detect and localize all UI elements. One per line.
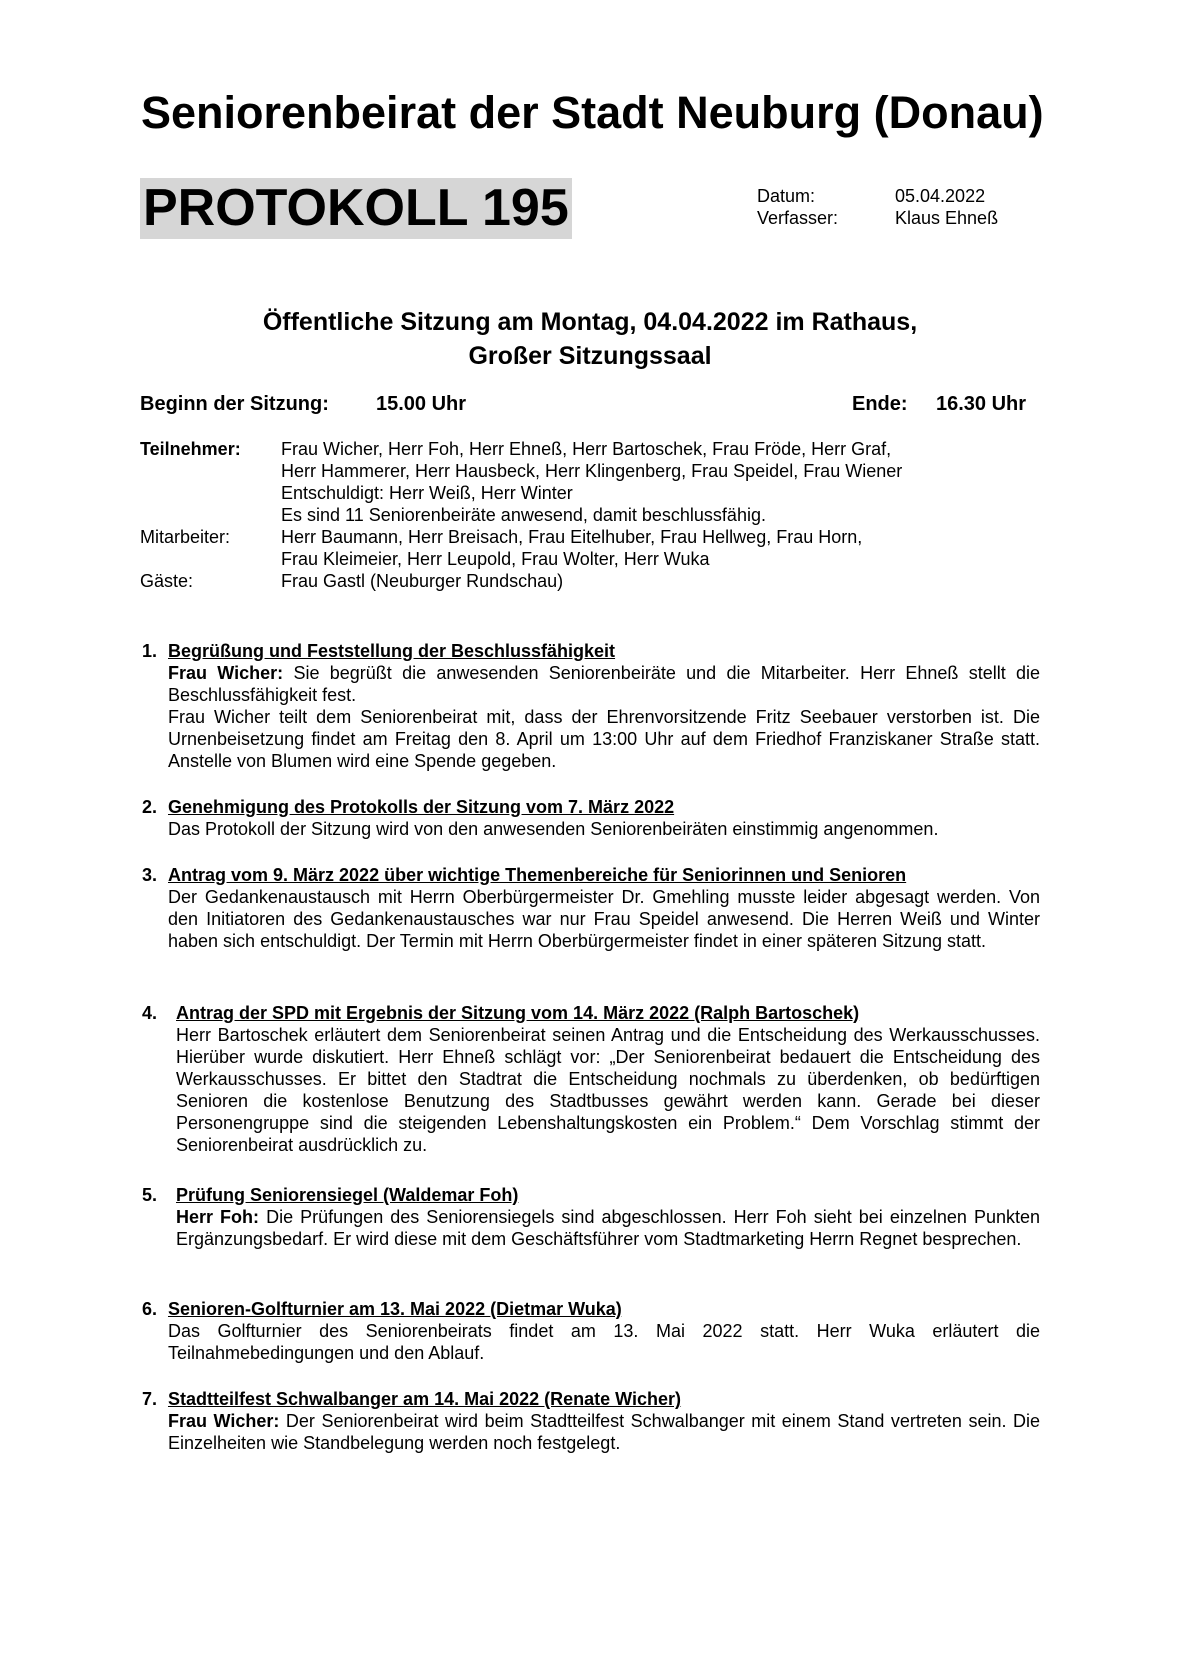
agenda-body <box>168 662 1040 772</box>
speaker-name: Herr Foh: <box>176 1207 260 1227</box>
date-value: 05.04.2022 <box>895 186 986 206</box>
agenda-text: Die Prüfungen des Seniorensiegels sind abgeschlossen. Herr Foh sieht bei einzelnen Punkten Ergänzungsbedarf. Er wird diese mit dem Geschäftsführer vom Stadtmarketing Herrn Regnet besprechen. <box>176 1207 1041 1249</box>
agenda-number: 6. <box>142 1299 158 1319</box>
agenda-number: 7. <box>142 1389 158 1409</box>
agenda-title: Begrüßung und Feststellung der Beschlussfähigkeit <box>168 641 616 661</box>
agenda-title: Senioren-Golfturnier am 13. Mai 2022 (Dietmar Wuka) <box>168 1299 622 1319</box>
end-label: Ende: <box>852 393 908 415</box>
author-label: Verfasser: <box>757 208 839 228</box>
speaker-name: Frau Wicher: <box>168 1411 280 1431</box>
agenda-body: Das Golfturnier des Seniorenbeirats findet am 13. Mai 2022 statt. Herr Wuka erläutert die Teilnahmebedingungen und den Ablauf. <box>168 1321 1040 1363</box>
agenda-title: Antrag vom 9. März 2022 über wichtige Themenbereiche für Seniorinnen und Senioren <box>168 865 907 885</box>
agenda-number: 1. <box>142 641 158 661</box>
session-title-line2: Großer Sitzungssaal <box>468 342 712 370</box>
organization-title: Seniorenbeirat der Stadt Neuburg (Donau) <box>141 87 1044 138</box>
staff-line: Herr Baumann, Herr Breisach, Frau Eitelhuber, Frau Hellweg, Frau Horn, <box>281 527 863 547</box>
participants-line: Frau Wicher, Herr Foh, Herr Ehneß, Herr Bartoschek, Frau Fröde, Herr Graf, <box>281 439 892 459</box>
agenda-number: 4. <box>142 1003 158 1023</box>
end-value: 16.30 Uhr <box>936 393 1027 415</box>
agenda-title: Stadtteilfest Schwalbanger am 14. Mai 2022 (Renate Wicher) <box>168 1389 682 1409</box>
agenda-paragraph: Frau Wicher teilt dem Seniorenbeirat mit, dass der Ehrenvorsitzende Fritz Seebauer verstorben ist. Die Urnenbeisetzung findet am Freitag den 8. April um 13:00 Uhr auf dem Friedhof Franziskaner Straße statt. Anstelle von Blumen wird eine Spende gegeben. <box>168 707 1040 771</box>
agenda-title: Genehmigung des Protokolls der Sitzung vom 7. März 2022 <box>168 797 675 817</box>
agenda-body <box>168 1410 1040 1454</box>
agenda-number: 3. <box>142 865 158 885</box>
speaker-name: Frau Wicher: <box>168 663 284 683</box>
quorum-line: Es sind 11 Seniorenbeiräte anwesend, damit beschlussfähig. <box>281 505 766 525</box>
participants-label: Teilnehmer: <box>140 439 241 459</box>
excused-line: Entschuldigt: Herr Weiß, Herr Winter <box>281 483 573 503</box>
agenda-paragraph <box>168 662 1040 706</box>
agenda-text: Sie begrüßt die anwesenden Seniorenbeiräte und die Mitarbeiter. Herr Ehneß stellt die Beschlussfähigkeit fest. <box>168 663 1041 705</box>
staff-label: Mitarbeiter: <box>140 527 231 547</box>
session-title-line1: Öffentliche Sitzung am Montag, 04.04.2022 im Rathaus, <box>262 308 918 336</box>
agenda-title: Antrag der SPD mit Ergebnis der Sitzung vom 14. März 2022 (Ralph Bartoschek) <box>176 1003 860 1023</box>
agenda-title: Prüfung Seniorensiegel (Waldemar Foh) <box>176 1185 519 1205</box>
agenda-body: Das Protokoll der Sitzung wird von den anwesenden Seniorenbeiräten einstimmig angenommen. <box>168 819 939 839</box>
agenda-number: 2. <box>142 797 158 817</box>
agenda-number: 5. <box>142 1185 158 1205</box>
participants-line: Herr Hammerer, Herr Hausbeck, Herr Klingenberg, Frau Speidel, Frau Wiener <box>281 461 903 481</box>
agenda-body <box>176 1206 1040 1250</box>
guests-label: Gäste: <box>140 571 194 591</box>
protocol-number: PROTOKOLL 195 <box>140 178 572 239</box>
begin-value: 15.00 Uhr <box>376 393 467 415</box>
agenda-body: Der Gedankenaustausch mit Herrn Oberbürgermeister Dr. Gmehling musste leider abgesagt werden. Von den Initiatoren des Gedankenaustausches war nur Frau Speidel anwesend. Die Herren Weiß und Winter haben sich entschuldigt. Der Termin mit Herrn Oberbürgermeister findet in einer späteren Sitzung statt. <box>168 887 1040 951</box>
author-value: Klaus Ehneß <box>895 208 999 228</box>
agenda-text: Der Seniorenbeirat wird beim Stadtteilfest Schwalbanger mit einem Stand vertreten sein. Die Einzelheiten wie Standbelegung werden noch festgelegt. <box>168 1411 1041 1453</box>
staff-line: Frau Kleimeier, Herr Leupold, Frau Wolter, Herr Wuka <box>281 549 710 569</box>
begin-label: Beginn der Sitzung: <box>140 393 329 415</box>
guests-line: Frau Gastl (Neuburger Rundschau) <box>281 571 564 591</box>
date-label: Datum: <box>757 186 816 206</box>
agenda-body: Herr Bartoschek erläutert dem Seniorenbeirat seinen Antrag und die Entscheidung des Werkausschusses. Hierüber wurde diskutiert. Herr Ehneß schlägt vor: „Der Seniorenbeirat bedauert die Entscheidung des Werkausschusses. Er bittet den Stadtrat die Entscheidung nochmals zu überdenken, ob bedürftigen Senioren die kostenlose Benutzung des Stadtbusses gewährt werden kann. Gerade bei dieser Personengruppe sind die steigenden Lebenshaltungskosten ein Problem.“ Dem Vorschlag stimmt der Seniorenbeirat ausdrücklich zu. <box>176 1025 1040 1155</box>
